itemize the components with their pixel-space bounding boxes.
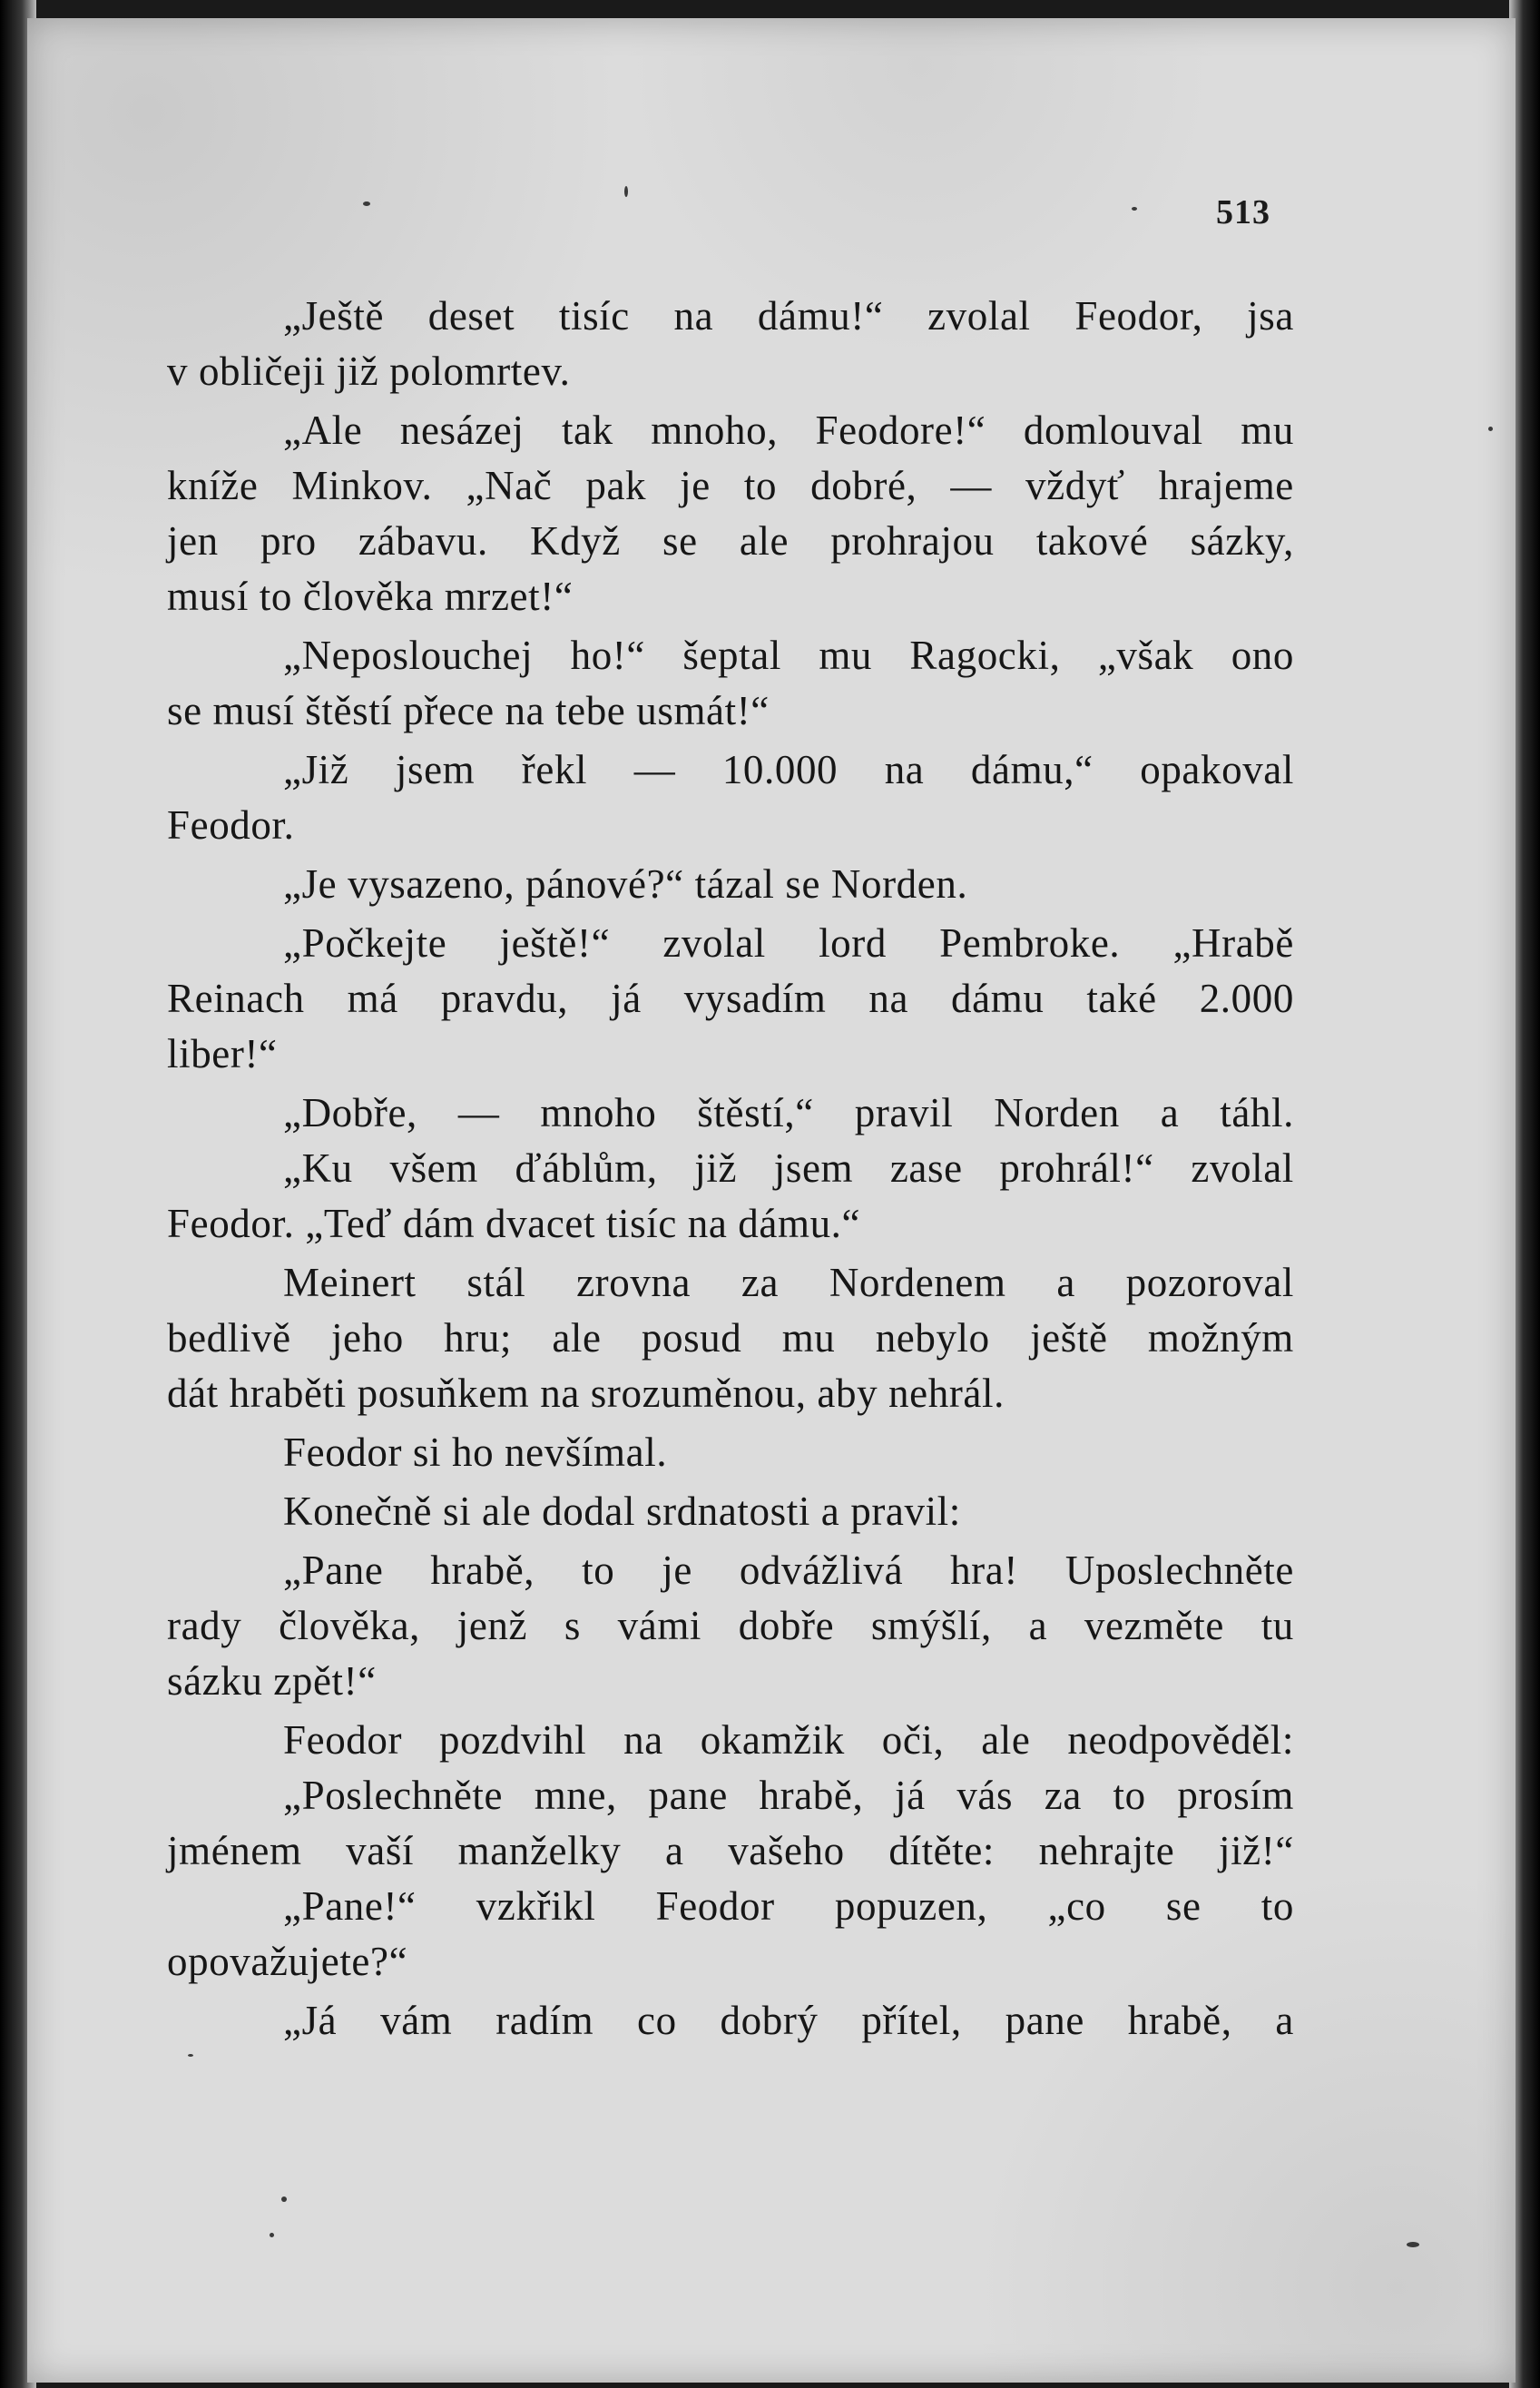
word: vždyť — [1025, 463, 1125, 508]
word: já — [894, 1773, 926, 1818]
text-line — [167, 1768, 1294, 1823]
text-line: musí to člověka mrzet!“ — [167, 574, 574, 619]
word: já — [611, 976, 642, 1021]
word: dámu — [951, 976, 1045, 1021]
word: ho!“ — [570, 633, 645, 678]
word: tu — [1260, 1603, 1294, 1648]
word: vezměte — [1084, 1603, 1224, 1648]
text-line — [167, 628, 1294, 683]
text-line: se musí štěstí přece na tebe usmát!“ — [167, 688, 770, 733]
word: za — [1044, 1773, 1082, 1818]
word: a — [1275, 1998, 1294, 2043]
word: stál — [466, 1260, 526, 1305]
word: dobrý — [720, 1998, 819, 2043]
word: hrabě, — [1127, 1998, 1232, 2043]
text-line — [167, 1598, 1294, 1654]
word: Pembroke. — [939, 920, 1121, 966]
text-line: Feodor si ho nevšímal. — [283, 1430, 668, 1475]
word: jsa — [1247, 293, 1294, 339]
word: ale — [552, 1315, 602, 1361]
word: štěstí,“ — [697, 1090, 814, 1135]
word: již — [694, 1145, 738, 1191]
word: mnoho — [540, 1090, 657, 1135]
speck — [1132, 207, 1137, 211]
word: hrajeme — [1158, 463, 1294, 508]
word: vysadím — [683, 976, 827, 1021]
word: vaší — [346, 1828, 415, 1873]
word: kníže — [167, 463, 259, 508]
text-line — [167, 1311, 1294, 1366]
word: všem — [389, 1145, 478, 1191]
text-line — [167, 916, 1294, 971]
word: prohrál!“ — [999, 1145, 1154, 1191]
word: Reinach — [167, 976, 305, 1021]
word: dobré, — [810, 463, 917, 508]
word: člověka, — [279, 1603, 421, 1648]
word: jsem — [773, 1145, 854, 1191]
word: „co — [1047, 1883, 1106, 1929]
word: radím — [495, 1998, 594, 2043]
word: „Ještě — [283, 293, 385, 339]
word: mu — [1241, 408, 1294, 453]
word: jeho — [330, 1315, 404, 1361]
word: rady — [167, 1603, 242, 1648]
speck — [363, 201, 370, 206]
word: to — [1113, 1773, 1146, 1818]
text-line — [167, 458, 1294, 514]
word: zvolal — [662, 920, 766, 966]
body-text — [167, 289, 1294, 2049]
word: zrovna — [576, 1260, 692, 1305]
word: tisíc — [558, 293, 630, 339]
page-number: 513 — [1216, 193, 1270, 231]
text-line — [167, 1879, 1294, 1934]
word: „Poslechněte — [283, 1773, 504, 1818]
word: prosím — [1177, 1773, 1294, 1818]
word: a — [1160, 1090, 1180, 1135]
word: na — [868, 976, 909, 1021]
word: manželky — [457, 1828, 622, 1873]
word: na — [623, 1717, 663, 1763]
word: to — [743, 463, 778, 508]
word: a — [1056, 1260, 1075, 1305]
text-line: Konečně si ale dodal srdnatosti a pravil: — [283, 1489, 961, 1534]
word: 2.000 — [1199, 976, 1294, 1021]
speck — [1488, 427, 1493, 431]
word: ono — [1231, 633, 1294, 678]
word: s — [564, 1603, 581, 1648]
text-line — [167, 1086, 1294, 1141]
word: je — [680, 463, 711, 508]
word: se — [662, 518, 698, 564]
word: táhl. — [1220, 1090, 1294, 1135]
word: ještě — [1030, 1315, 1108, 1361]
word: 10.000 — [721, 747, 839, 792]
word: okamžik — [700, 1717, 845, 1763]
word: prohrajou — [830, 518, 995, 564]
word: pane — [1005, 1998, 1084, 2043]
text-line — [167, 1543, 1294, 1598]
word: pozdvihl — [438, 1717, 587, 1763]
speck — [270, 2233, 274, 2237]
word: vašeho — [728, 1828, 845, 1873]
word: pro — [260, 518, 317, 564]
text-line: „Je vysazeno, pánové?“ tázal se Norden. — [283, 861, 968, 907]
text-line — [167, 1141, 1294, 1196]
word: Feodor, — [1074, 293, 1203, 339]
word: pravil — [854, 1090, 954, 1135]
word: — — [457, 1090, 500, 1135]
word: — — [633, 747, 676, 792]
word: Feodore!“ — [815, 408, 986, 453]
word: sázky, — [1190, 518, 1294, 564]
speck — [1407, 2242, 1419, 2247]
word: Norden — [994, 1090, 1120, 1135]
word: šeptal — [682, 633, 781, 678]
word: dámu!“ — [757, 293, 884, 339]
word: Když — [529, 518, 621, 564]
word: zase — [889, 1145, 963, 1191]
word: pak — [585, 463, 647, 508]
word: mu — [819, 633, 873, 678]
word: řekl — [521, 747, 588, 792]
speck — [624, 186, 628, 197]
word: jen — [167, 518, 219, 564]
word: hru; — [444, 1315, 513, 1361]
text-line: liber!“ — [167, 1031, 278, 1076]
word: mu — [781, 1315, 836, 1361]
word: a — [1028, 1603, 1048, 1648]
text-line — [167, 289, 1294, 344]
speck — [188, 2054, 193, 2057]
word: co — [637, 1998, 677, 2043]
word: vzkřikl — [476, 1883, 596, 1929]
word: jenž — [456, 1603, 528, 1648]
word: již!“ — [1218, 1828, 1294, 1873]
word: vámi — [617, 1603, 702, 1648]
word: jsem — [395, 747, 476, 792]
text-line: opovažujete?“ — [167, 1939, 408, 1984]
word: jménem — [167, 1828, 302, 1873]
word: možným — [1147, 1315, 1294, 1361]
word: „Hrabě — [1172, 920, 1294, 966]
word: má — [347, 976, 398, 1021]
word: domlouval — [1023, 408, 1203, 453]
word: smýšlí, — [870, 1603, 992, 1648]
word: „Nač — [466, 463, 553, 508]
word: popuzen, — [834, 1883, 988, 1929]
word: Minkov. — [291, 463, 433, 508]
text-line — [167, 514, 1294, 569]
word: Ragocki, — [909, 633, 1061, 678]
word: je — [662, 1548, 692, 1593]
speck — [281, 2196, 287, 2202]
word: dámu,“ — [970, 747, 1094, 792]
word: „Já — [283, 1998, 338, 2043]
word: Feodor — [283, 1717, 403, 1763]
word: se — [1165, 1883, 1202, 1929]
text-line: Feodor. „Teď dám dvacet tisíc na dámu.“ — [167, 1201, 861, 1246]
word: pravdu, — [440, 976, 569, 1021]
word: na — [673, 293, 714, 339]
word: nebylo — [875, 1315, 990, 1361]
word: „Počkejte — [283, 920, 447, 966]
word: dítěte: — [888, 1828, 996, 1873]
word: Meinert — [283, 1260, 417, 1305]
word: „Ku — [283, 1145, 353, 1191]
word: pane — [648, 1773, 728, 1818]
word: vám — [380, 1998, 453, 2043]
word: pozoroval — [1125, 1260, 1294, 1305]
word: a — [665, 1828, 684, 1873]
text-line — [167, 1713, 1294, 1768]
text-line — [167, 742, 1294, 798]
word: takové — [1035, 518, 1149, 564]
word: hra! — [950, 1548, 1018, 1593]
word: „Dobře, — [283, 1090, 417, 1135]
word: to — [1260, 1883, 1294, 1929]
word: to — [582, 1548, 615, 1593]
word: vás — [956, 1773, 1014, 1818]
text-line: Feodor. — [167, 802, 295, 848]
word: tak — [561, 408, 613, 453]
word: „Pane!“ — [283, 1883, 417, 1929]
text-line: dát hraběti posuňkem na srozuměnou, aby nehrál. — [167, 1371, 1005, 1416]
word: — — [950, 463, 993, 508]
word: Nordenem — [829, 1260, 1006, 1305]
word: hrabě, — [759, 1773, 864, 1818]
word: také — [1086, 976, 1157, 1021]
word: lord — [819, 920, 887, 966]
word: opakoval — [1140, 747, 1294, 792]
word: posud — [641, 1315, 742, 1361]
word: neodpověděl: — [1067, 1717, 1294, 1763]
word: ale — [739, 518, 790, 564]
word: zvolal — [1191, 1145, 1294, 1191]
text-line: sázku zpět!“ — [167, 1658, 377, 1704]
word: bedlivě — [167, 1315, 291, 1361]
word: hrabě, — [430, 1548, 535, 1593]
word: nesázej — [399, 408, 525, 453]
word: „Pane — [283, 1548, 384, 1593]
word: „Ale — [283, 408, 363, 453]
word: „Již — [283, 747, 349, 792]
word: přítel, — [861, 1998, 962, 2043]
word: odvážlivá — [739, 1548, 904, 1593]
text-line — [167, 1255, 1294, 1311]
word: na — [884, 747, 925, 792]
word: „však — [1097, 633, 1194, 678]
text-line — [167, 971, 1294, 1027]
word: dobře — [738, 1603, 835, 1648]
text-line: v obličeji již polomrtev. — [167, 349, 571, 394]
word: deset — [427, 293, 515, 339]
word: Feodor — [655, 1883, 775, 1929]
word: „Neposlouchej — [283, 633, 534, 678]
word: ďáblům, — [515, 1145, 658, 1191]
word: zábavu. — [358, 518, 488, 564]
word: ale — [981, 1717, 1031, 1763]
text-line — [167, 403, 1294, 458]
word: zvolal — [927, 293, 1031, 339]
word: oči, — [881, 1717, 945, 1763]
word: za — [741, 1260, 780, 1305]
text-line — [167, 1993, 1294, 2049]
text-line — [167, 1823, 1294, 1879]
word: mnoho, — [651, 408, 779, 453]
word: Uposlechněte — [1064, 1548, 1294, 1593]
word: mne, — [534, 1773, 617, 1818]
word: ještě!“ — [499, 920, 611, 966]
word: nehrajte — [1038, 1828, 1175, 1873]
